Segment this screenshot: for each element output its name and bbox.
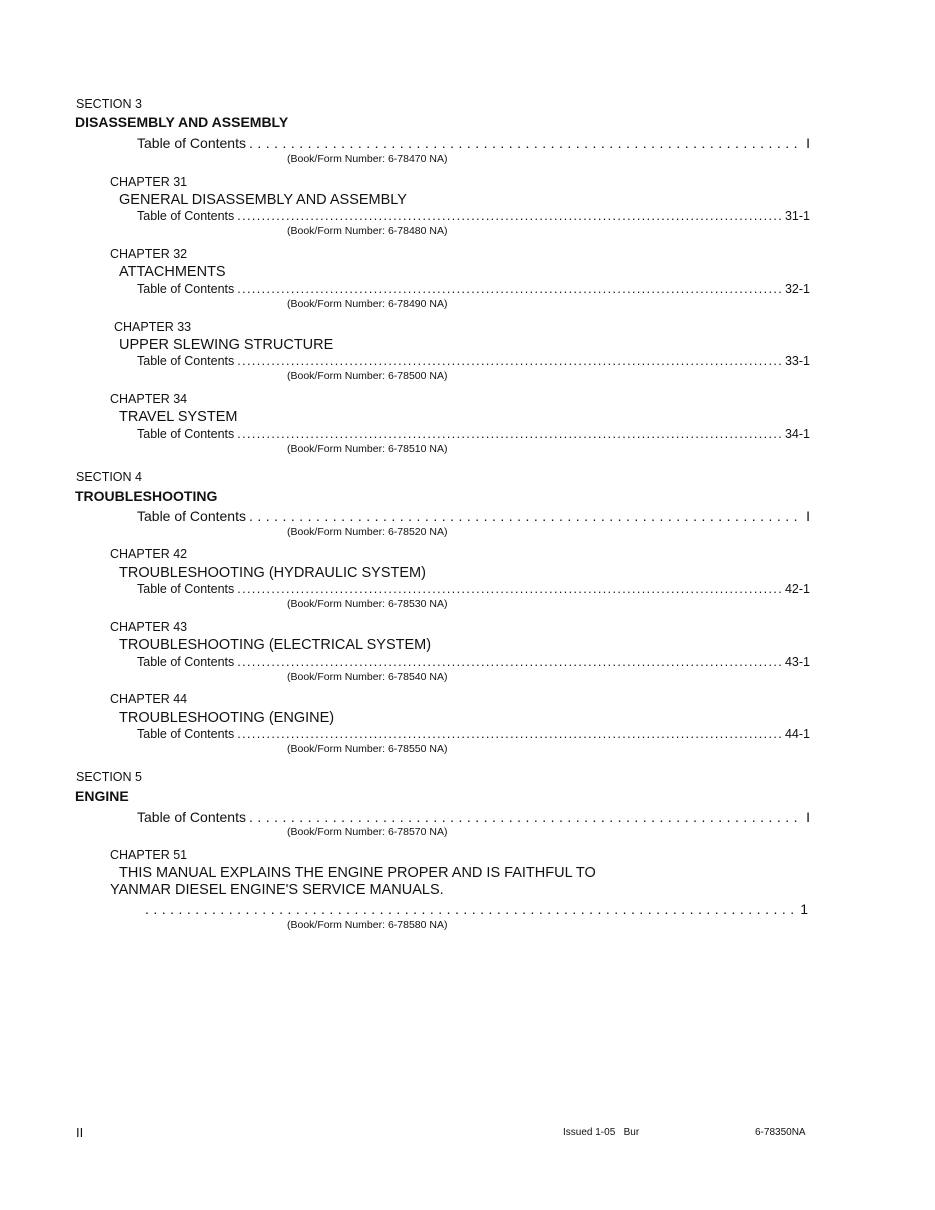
toc-label: Table of Contents (137, 656, 235, 669)
section-4-toc-entry[interactable] (137, 509, 810, 523)
toc-label: Table of Contents (137, 428, 235, 441)
chapter-32-title: ATTACHMENTS (119, 264, 226, 280)
toc-label: Table of Contents (137, 583, 235, 596)
chapter-31-toc-entry[interactable] (137, 210, 810, 223)
dot-leader (249, 810, 803, 824)
toc-label: Table of Contents (137, 283, 235, 296)
toc-page: I (806, 136, 810, 150)
toc-page: 42-1 (784, 583, 810, 596)
section-3-toc-entry[interactable] (137, 136, 810, 150)
toc-label: Table of Contents (137, 210, 235, 223)
chapter-34-label: CHAPTER 34 (110, 392, 188, 406)
toc-page: 31-1 (784, 210, 810, 223)
section-5-title: ENGINE (75, 788, 129, 804)
toc-label: Table of Contents (137, 810, 246, 824)
toc-label: Table of Contents (137, 509, 246, 523)
chapter-44-label: CHAPTER 44 (110, 692, 188, 706)
chapter-43-form-number: (Book/Form Number: 6-78540 NA) (287, 671, 448, 683)
section-3-label: SECTION 3 (76, 97, 142, 111)
chapter-44-toc-entry[interactable] (137, 728, 810, 741)
dot-leader (249, 509, 803, 523)
chapter-31-title: GENERAL DISASSEMBLY AND ASSEMBLY (119, 192, 407, 208)
dot-leader (237, 728, 782, 741)
toc-label: Table of Contents (137, 728, 235, 741)
dot-leader (145, 902, 797, 916)
chapter-31-form-number: (Book/Form Number: 6-78480 NA) (287, 225, 448, 237)
chapter-42-form-number: (Book/Form Number: 6-78530 NA) (287, 598, 448, 610)
section-5-form-number: (Book/Form Number: 6-78570 NA) (287, 826, 448, 838)
section-5-toc-entry[interactable] (137, 810, 810, 824)
dot-leader (237, 428, 782, 441)
chapter-43-title: TROUBLESHOOTING (ELECTRICAL SYSTEM) (119, 637, 432, 653)
chapter-33-title: UPPER SLEWING STRUCTURE (119, 337, 334, 353)
chapter-32-form-number: (Book/Form Number: 6-78490 NA) (287, 298, 448, 310)
chapter-51-label: CHAPTER 51 (110, 848, 188, 862)
toc-label: Table of Contents (137, 136, 246, 150)
chapter-43-toc-entry[interactable] (137, 656, 810, 669)
chapter-34-toc-entry[interactable] (137, 428, 810, 441)
section-5-label: SECTION 5 (76, 770, 142, 784)
toc-page: 33-1 (784, 355, 810, 368)
toc-page: 1 (800, 902, 808, 916)
toc-label: Table of Contents (137, 355, 235, 368)
chapter-33-label: CHAPTER 33 (114, 320, 192, 334)
dot-leader (237, 355, 782, 368)
toc-page: 44-1 (784, 728, 810, 741)
section-4-title: TROUBLESHOOTING (75, 488, 218, 504)
chapter-51-title-line-2: YANMAR DIESEL ENGINE'S SERVICE MANUALS. (110, 882, 444, 898)
dot-leader (237, 656, 782, 669)
chapter-42-title: TROUBLESHOOTING (HYDRAULIC SYSTEM) (119, 565, 426, 581)
chapter-44-form-number: (Book/Form Number: 6-78550 NA) (287, 743, 448, 755)
toc-page: 32-1 (784, 283, 810, 296)
chapter-34-form-number: (Book/Form Number: 6-78510 NA) (287, 443, 448, 455)
toc-page: 43-1 (784, 656, 810, 669)
footer-issued: Issued 1-05 Bur (563, 1127, 640, 1138)
chapter-43-label: CHAPTER 43 (110, 620, 188, 634)
section-4-form-number: (Book/Form Number: 6-78520 NA) (287, 526, 448, 538)
chapter-31-label: CHAPTER 31 (110, 175, 188, 189)
section-3-title: DISASSEMBLY AND ASSEMBLY (75, 114, 289, 130)
chapter-51-title-line-1: THIS MANUAL EXPLAINS THE ENGINE PROPER AND IS FAITHFUL TO (119, 865, 596, 881)
section-4-label: SECTION 4 (76, 470, 142, 484)
dot-leader (237, 210, 782, 223)
chapter-34-title: TRAVEL SYSTEM (119, 409, 238, 425)
toc-page: I (806, 810, 810, 824)
chapter-33-form-number: (Book/Form Number: 6-78500 NA) (287, 370, 448, 382)
chapter-51-form-number: (Book/Form Number: 6-78580 NA) (287, 919, 448, 931)
section-3-form-number: (Book/Form Number: 6-78470 NA) (287, 153, 448, 165)
dot-leader (237, 583, 782, 596)
footer-page-number: II (76, 1125, 84, 1140)
footer-doc-number: 6-78350NA (755, 1127, 806, 1138)
chapter-42-label: CHAPTER 42 (110, 547, 188, 561)
chapter-44-title: TROUBLESHOOTING (ENGINE) (119, 710, 335, 726)
chapter-51-toc-entry[interactable] (145, 902, 808, 916)
chapter-32-toc-entry[interactable] (137, 283, 810, 296)
chapter-42-toc-entry[interactable] (137, 583, 810, 596)
chapter-33-toc-entry[interactable] (137, 355, 810, 368)
toc-page: 34-1 (784, 428, 810, 441)
toc-page: I (806, 509, 810, 523)
dot-leader (237, 283, 782, 296)
chapter-32-label: CHAPTER 32 (110, 247, 188, 261)
dot-leader (249, 136, 803, 150)
